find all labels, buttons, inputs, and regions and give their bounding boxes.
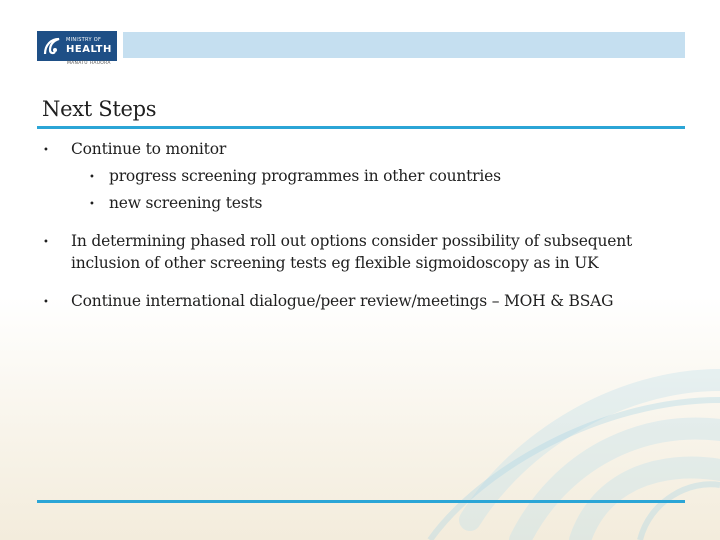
logo-line-health: HEALTH (66, 43, 112, 55)
header-band (123, 32, 685, 58)
bullet-glyph: • (43, 297, 49, 308)
bullet-1-text: Continue to monitor (71, 140, 227, 158)
ministry-of-health-logo (37, 31, 117, 61)
sub-bullet-glyph: • (89, 199, 95, 210)
bullet-2-text: In determining phased roll out options consider possibility of subsequent inclusion of other screening tests eg flexible sigmoidoscopy as in UK (71, 232, 633, 272)
bullet-3-text: Continue international dialogue/peer review/meetings – MOH & BSAG (71, 292, 614, 310)
sub-bullet-glyph: • (89, 172, 95, 183)
bullet-glyph: • (43, 237, 49, 248)
slide-title: Next Steps (42, 97, 157, 121)
footer-rule (37, 500, 685, 503)
logo-line-ministry: MINISTRY OF (66, 36, 102, 43)
bullet-1-sub-2-text: new screening tests (109, 194, 263, 212)
bullet-1-sub-1-text: progress screening programmes in other countries (109, 167, 501, 185)
fern-koru-icon (41, 35, 63, 57)
logo-subtitle: MANATŪ HAUORA (67, 61, 111, 66)
bullet-glyph: • (43, 145, 49, 156)
title-underline (37, 126, 685, 129)
